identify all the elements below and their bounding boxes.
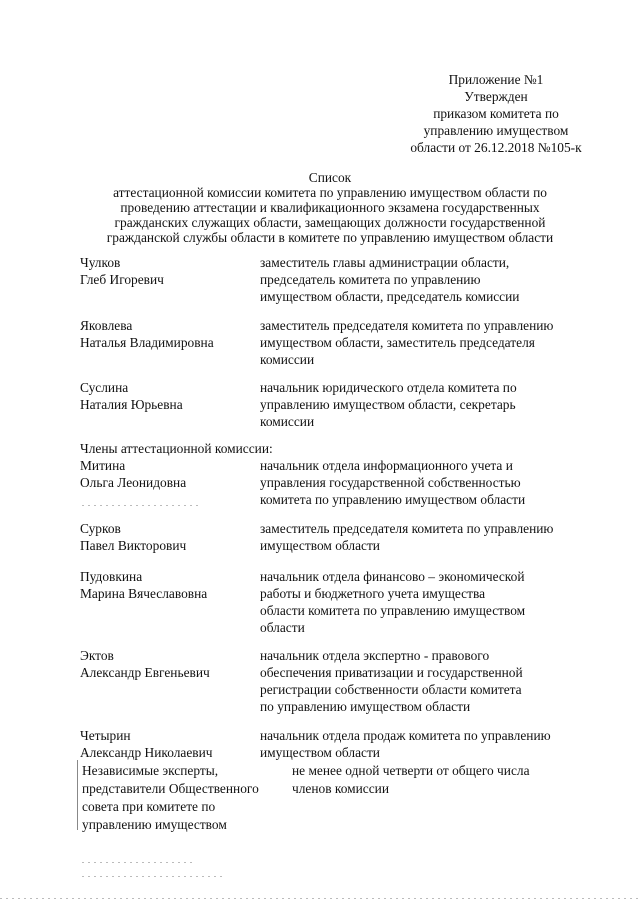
scan-noise bbox=[82, 862, 192, 863]
approval-block bbox=[398, 71, 594, 156]
position-line: имуществом области, заместитель председателя bbox=[260, 335, 535, 350]
position-line: регистрации собственности области комитета bbox=[260, 682, 522, 697]
approval-line: приказом комитета по bbox=[433, 106, 559, 121]
member-position bbox=[260, 727, 551, 761]
member-position bbox=[260, 379, 517, 430]
scan-border-line bbox=[77, 760, 78, 830]
position-line: комиссии bbox=[260, 352, 315, 367]
position-line: области комитета по управлению имуществом bbox=[260, 603, 526, 618]
given-name: Александр Евгеньевич bbox=[80, 665, 210, 680]
given-name: Марина Вячеславовна bbox=[80, 586, 208, 601]
approval-line: Приложение №1 bbox=[448, 72, 544, 87]
member-name bbox=[80, 317, 214, 351]
position-line: обеспечения приватизации и государственной bbox=[260, 665, 523, 680]
member-position bbox=[260, 568, 525, 636]
surname: Яковлева bbox=[80, 318, 133, 333]
position-line: заместитель председателя комитета по управлению bbox=[260, 521, 554, 536]
title-line: Список bbox=[308, 170, 352, 185]
experts-name bbox=[82, 762, 259, 834]
experts-position-line: членов комиссии bbox=[292, 781, 390, 796]
given-name: Наталия Юрьевна bbox=[80, 397, 183, 412]
surname: Митина bbox=[80, 458, 126, 473]
member-position bbox=[260, 457, 525, 508]
position-line: работы и бюджетного учета имущества bbox=[260, 586, 486, 601]
approval-line: Утвержден bbox=[464, 89, 528, 104]
experts-line: представители Общественного bbox=[82, 781, 259, 796]
surname: Четырин bbox=[80, 728, 131, 743]
member-name bbox=[80, 254, 164, 288]
experts-line: совета при комитете по bbox=[82, 799, 216, 814]
scan-noise bbox=[82, 505, 202, 506]
given-name: Наталья Владимировна bbox=[80, 335, 214, 350]
title-line: аттестационной комиссии комитета по управлению имуществом области по bbox=[113, 185, 547, 200]
experts-position bbox=[292, 762, 530, 798]
surname: Чулков bbox=[80, 255, 121, 270]
member-name bbox=[80, 457, 186, 491]
position-line: управления государственной собственностью bbox=[260, 475, 521, 490]
position-line: председатель комитета по управлению bbox=[260, 272, 481, 287]
member-name bbox=[80, 647, 210, 681]
surname: Пудовкина bbox=[80, 569, 143, 584]
position-line: начальник отдела информационного учета и bbox=[260, 458, 513, 473]
position-line: комиссии bbox=[260, 414, 315, 429]
surname: Эктов bbox=[80, 648, 114, 663]
member-name bbox=[80, 520, 186, 554]
surname: Суслина bbox=[80, 380, 129, 395]
experts-line: управлению имуществом bbox=[82, 817, 227, 832]
position-line: начальник отдела экспертно - правового bbox=[260, 648, 490, 663]
approval-line: области от 26.12.2018 №105-к bbox=[410, 140, 582, 155]
given-name: Глеб Игоревич bbox=[80, 272, 164, 287]
member-position bbox=[260, 254, 519, 305]
member-position bbox=[260, 520, 553, 554]
scan-noise bbox=[0, 898, 640, 899]
position-line: по управлению имуществом области bbox=[260, 699, 471, 714]
position-line: комитета по управлению имуществом области bbox=[260, 492, 526, 507]
position-line: имуществом области, председатель комиссии bbox=[260, 289, 520, 304]
position-line: управлению имуществом области, секретарь bbox=[260, 397, 516, 412]
member-name bbox=[80, 568, 207, 602]
position-line: начальник отдела финансово – экономической bbox=[260, 569, 525, 584]
member-position bbox=[260, 317, 553, 368]
member-name bbox=[80, 379, 183, 413]
given-name: Павел Викторович bbox=[80, 538, 187, 553]
member-name bbox=[80, 727, 213, 761]
position-line: начальник юридического отдела комитета по bbox=[260, 380, 517, 395]
experts-line: Независимые эксперты, bbox=[82, 763, 219, 778]
document-title bbox=[70, 170, 590, 245]
surname: Сурков bbox=[80, 521, 121, 536]
given-name: Ольга Леонидовна bbox=[80, 475, 187, 490]
position-line: области bbox=[260, 620, 305, 635]
section-label: Члены аттестационной комиссии: bbox=[80, 441, 273, 456]
title-line: гражданских служащих области, замещающих должности государственной bbox=[114, 215, 546, 230]
member-position bbox=[260, 647, 523, 715]
title-line: проведению аттестации и квалификационного экзамена государственных bbox=[120, 200, 540, 215]
experts-position-line: не менее одной четверти от общего числа bbox=[292, 763, 530, 778]
position-line: заместитель главы администрации области, bbox=[260, 255, 510, 270]
approval-line: управлению имуществом bbox=[423, 123, 569, 138]
position-line: имуществом области bbox=[260, 745, 380, 760]
position-line: начальник отдела продаж комитета по управлению bbox=[260, 728, 551, 743]
given-name: Александр Николаевич bbox=[80, 745, 213, 760]
position-line: заместитель председателя комитета по управлению bbox=[260, 318, 554, 333]
scan-noise bbox=[82, 876, 222, 877]
title-line: гражданской службы области в комитете по управлению имуществом области bbox=[106, 230, 554, 245]
position-line: имуществом области bbox=[260, 538, 380, 553]
